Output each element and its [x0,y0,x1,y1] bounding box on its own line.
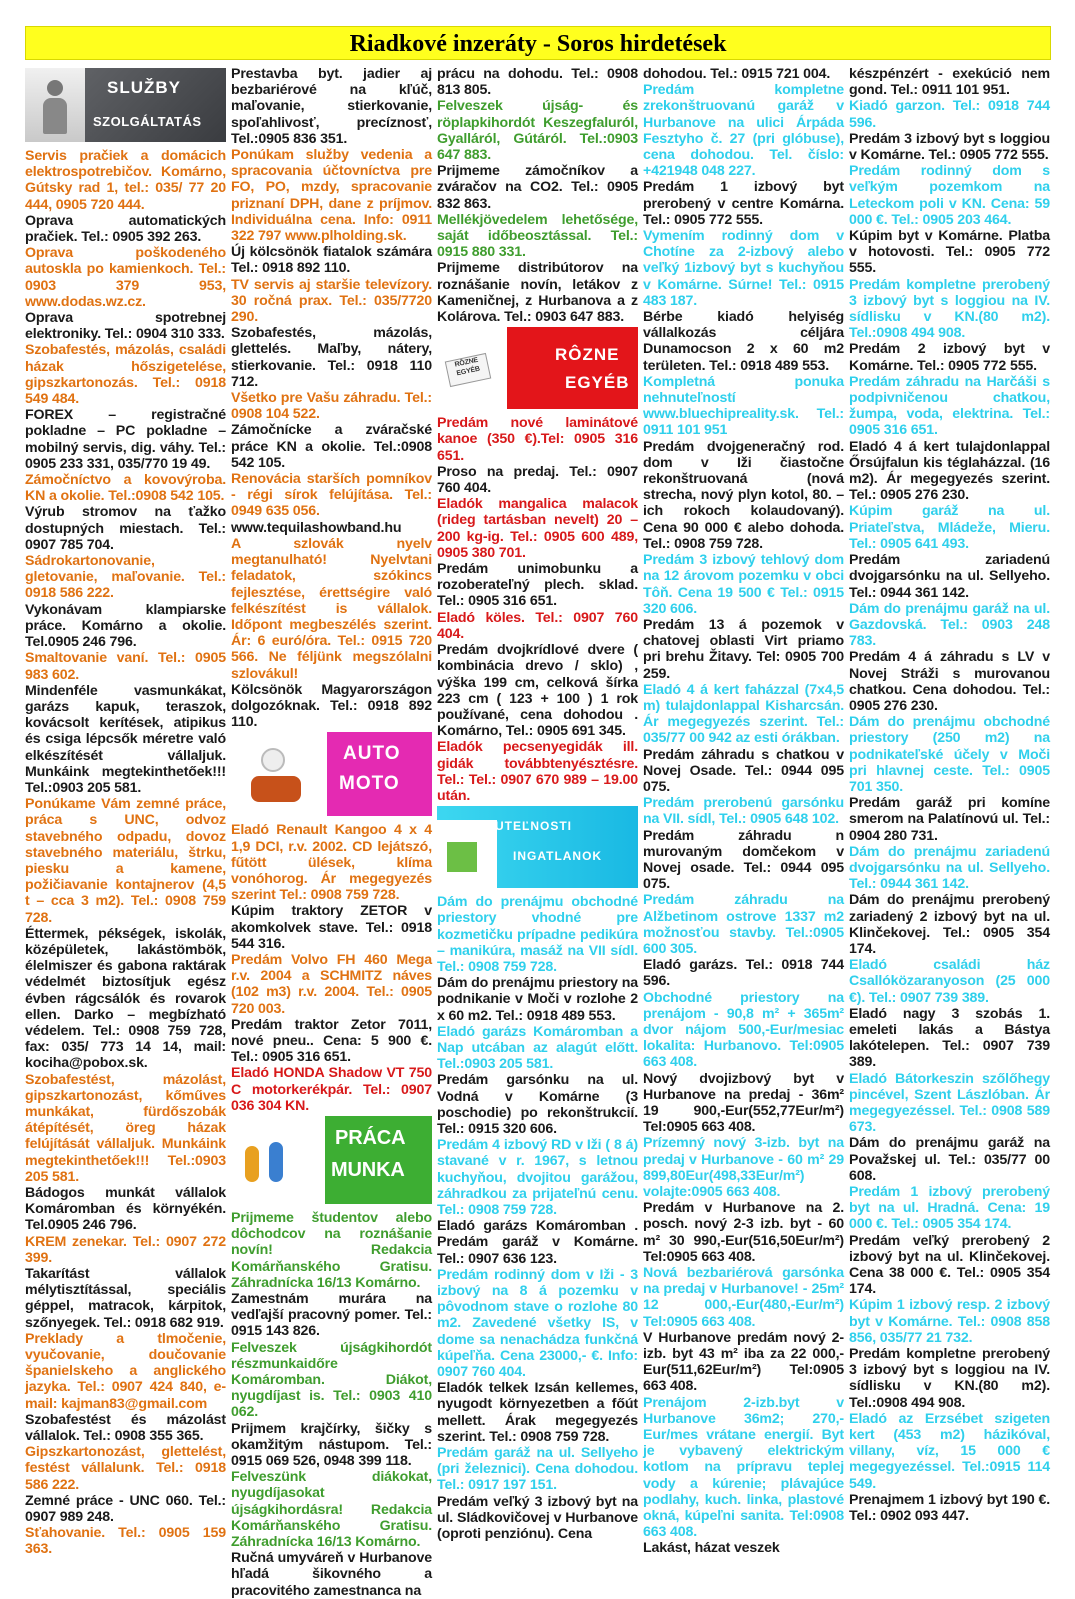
classified-ad: Eladó 4 á kert faházzal (7x4,5 m) tulajdonlappal Kisharcsán. Ár megegyezés szerint. Tel.: 035/77 00 942 az esti órákban. [643,681,844,747]
classified-ad: Prenájom 2-izb.byt v Hurbanove 36m2; 270,-Eur/mes vrátane energií. Byt je vybavený elektrickým kotlom na prípravu teplej vody a kúrenie; plávajúce podlahy, kuch. linka, plastové okná, kúpeľni sanita. Tel:0908 663 408. [643,1394,844,1541]
section-banner-sluzby [25,68,226,142]
section-title: SLUŽBY [107,78,181,97]
classified-ad: Predám záhradu na Alžbetinom ostrove 1337 m2 možnosťou stavby. Tel.:0905 600 305. [643,892,844,957]
classified-ad: Szobafestést és mázolást vállalok. Tel.: 0908 355 365. [25,1411,226,1445]
classified-ad: Eladó családi ház Csallóközaranyoson (25 000 €). Tel.: 0907 739 389. [849,957,1050,1006]
classified-ad: Zamestnám murára na vedľajší pracovný pomer. Tel.: 0915 143 826. [231,1291,432,1340]
classified-ad: Predám zariadenú dvojgarsónku na ul. Sellyeho. Tel.: 0944 361 142. [849,552,1050,601]
classified-ad: Dám do prenájmu obchodné priestory (250 m2) na podnikateľské účely v Moči pri hlavnej ceste. Tel.: 0905 701 350. [849,714,1050,795]
sign-label: RÔZNE EGYÉB [445,353,491,387]
classified-ad: Felveszünk diákokat, nyugdíjasokat újságkihordásra! Redakcia Komárňanského Gratisu. Záhradnícka 16/13 Komárno. [231,1469,432,1551]
section-title: NEHNUTEĽNOSTI [457,819,572,834]
ad-list [437,66,638,325]
ad-list [849,66,1050,1524]
section-subtitle: EGYÉB [565,373,630,393]
classified-ad: Predám záhradu na Harčáši s podpivničenou chatkou, žumpa, voda, elektrina. Tel.: 0905 316 651. [849,373,1050,439]
classified-ad: Zámočnícke a zváračské práce KN a okolie. Tel.:0908 542 105. [231,422,432,471]
ad-list [25,148,226,1558]
classified-ad: prácu na dohodu. Tel.: 0908 813 805. [437,66,638,99]
classified-ad: Eladó köles. Tel.: 0907 760 404. [437,609,638,642]
classified-ad: Dám do prenájmu prerobený zariadený 2 izbový byt na ul. Klinčekovej. Tel.: 0905 354 174. [849,892,1050,957]
classified-ad: Mindenféle vasmunkákat, garázs kapuk, teraszok, kovácsolt kerítések, atipikus és csiga lépcsők méretre való elkészítését vállaljuk. Munkáink megtekinthetőek!!! Tel.:0903 205 581. [25,682,226,796]
classified-ad: Vykonávam klampiarske práce. Komárno a okolie. Tel.0905 246 796. [25,601,226,651]
section-title: AUTO [343,743,401,765]
classified-ad: Felveszek újság- és röplapkihordót Keszegfaluról, Gyalláról, Gútáról. Tel.:0903 647 883. [437,98,638,164]
classified-ad: Bérbe kiadó helyiség vállalkozás céljára Dunamocson 2 x 60 m2 területen. Tel.: 0918 489 553. [643,309,844,374]
classified-ad: Predám 13 á pozemok v chatovej oblasti Virt priamo pri brehu Žitavy. Tel: 0905 700 259. [643,616,844,682]
classified-ad: Eladó az Erzsébet szigeten kert (453 m2) házikóval, villany, víz, 15 000 € megegyezéssel. Tel.:0915 114 549. [849,1410,1050,1492]
ad-list [437,894,638,1542]
classified-ad: Servis pračiek a domácich elektrospotrebičov. Komárno, Gútsky rad 1, tel.: 035/ 77 20 444, 0905 720 444. [25,148,226,213]
classified-ad: Ponúkam služby vedenia a spracovania účtovníctva pre FO, PO, mzdy, spracovanie priznaní DPH, dane z príjmov. Individuálna cena. Info: 0911 322 797 www.plholding.sk. [231,147,432,245]
section-subtitle: SZOLGÁLTATÁS [93,114,202,129]
classified-ad: Zámočníctvo a kovovýroba. KN a okolie. Tel.:0908 542 105. [25,472,226,505]
classified-ad: Predám dvojgeneračný rod. dom v Iži čiastočne rekonštruovaná (nová strecha, nový plyn kotol, 80. –ich rokoch kolaudovaný). Cena 90 000 € alebo dohoda. Tel.: 0908 759 728. [643,438,844,552]
classified-ad: Felveszek újságkihordót részmunkaidőre Komáromban. Diákot, nyugdíjast is. Tel.: 0903 410 062. [231,1339,432,1421]
section-title: PRÁCA [335,1126,406,1149]
classified-ad: FOREX – registračné pokladne – PC pokladne – mobilný servis, dig. váhy. Tel.: 0905 233 331, 035/770 19 49. [25,407,226,472]
classified-ad: Predám veľký prerobený 2 izbový byt na ul. Klinčekovej. Cena 38 000 €. Tel.: 0905 354 174. [849,1232,1050,1298]
classified-ad: Predám garáž na ul. Sellyeho (pri železnici). Cena dohodou. Tel.: 0917 197 151. [437,1445,638,1494]
classified-ad: Prestavba byt. jadier aj bezbariérové na kľúč, maľovanie, stierkovanie, spoľahlivosť, precíznosť, Tel.:0905 836 351. [231,66,432,147]
classified-ad: Smaltovanie vaní. Tel.: 0905 983 602. [25,650,226,683]
column-4 [643,66,844,1557]
classified-ad: Predám traktor Zetor 7011, nové pneu.. Cena: 5 900 €. Tel.: 0905 316 651. [231,1016,432,1066]
classified-ad: Eladó Renault Kangoo 4 x 4 1,9 DCI, r.v. 2002. CD lejátszó, fűtött ülések, klíma vonóhorog. Ár megegyezés szerint Tel.: 0908 759 728. [231,822,432,904]
column-3 [437,66,638,1543]
classified-ad: Prenajmem 1 izbový byt 190 €. Tel.: 0902 093 447. [849,1491,1050,1525]
classified-ad: Predám 1 izbový byt prerobený v centre Komárna. Tel.: 0905 772 555. [643,179,844,228]
classified-ad: Szobafestés, mázolás, glettelés. Maľby, nátery, stierkovanie. Tel.: 0918 110 712. [231,325,432,390]
classified-ad: Eladó HONDA Shadow VT 750 C motorkerékpár. Tel.: 0907 036 304 KN. [231,1065,432,1114]
classified-ad: dohodou. Tel.: 0915 721 004. [643,66,831,82]
classified-ad: Kúpim 1 izbový resp. 2 izbový byt v Komárne. Tel.: 0908 858 856, 035/77 21 732. [849,1297,1050,1346]
classified-ad: Kúpim byt v Komárne. Platba v hotovosti. Tel.: 0905 772 555. [849,228,1050,277]
classified-ad: Új kölcsönök fiatalok számára Tel.: 0918 892 110. [231,244,432,277]
classified-ad: Predám 4 izbový RD v Iži ( 8 á) stavané v r. 1967, s letnou kuchyňou, dvojitou garážou, záhradkou za prijateľnú cenu. Tel.: 0908 759 728. [437,1137,638,1218]
classified-ad: Oprava automatických pračiek. Tel.: 0905 392 263. [25,212,226,246]
classified-ad: Predám záhradu n murovaným domčekom v Novej osade. Tel.: 0944 095 075. [643,827,844,893]
classified-ad: Eladó garázs. Tel.: 0918 744 596. [643,957,844,990]
classified-ad: Kiadó garzon. Tel.: 0918 744 596. [849,98,1050,131]
classified-ad: Predám 3 izbový tehlový dom na 12 árovom pozemku v obci Tôň. Cena 19 500 € Tel.: 0915 320 606. [643,552,844,617]
section-subtitle: INGATLANOK [513,849,603,864]
section-banner-nehnutelnosti [437,806,638,888]
classified-ad: Sťahovanie. Tel.: 0905 159 363. [25,1525,226,1558]
classified-ad: Predám nové laminátové kanoe (350 €).Tel: 0905 316 651. [437,415,638,464]
classified-ad: Kölcsönök Magyarországon dolgozóknak. Tel.: 0918 892 110. [231,681,432,731]
classified-ad: Prijmeme študentov alebo dôchodcov na roznášanie novín! Redakcia Komárňanského Gratisu. Záhradnícka 16/13 Komárno. [231,1209,432,1291]
workers-icon [231,1116,325,1204]
classified-ad: készpénzért - exekúció nem gond. Tel.: 0911 101 951. [849,66,1050,99]
classified-ad: Predám prerobenú garsónku na VII. sídl, Tel.: 0905 648 102. [643,795,844,828]
classified-ad: Mellékjövedelem lehetősége, saját időbeosztással. Tel.: 0915 880 331. [437,211,638,261]
classified-ad: Eladó nagy 3 szobás 1. emeleti lakás a Bástya lakótelepen. Tel.: 0907 739 389. [849,1005,1050,1071]
ad-list [231,66,432,730]
ad-list [231,822,432,1114]
ad-list [643,66,844,1557]
classified-ad: Gipszkartonozást, glettelést, festést vállalunk. Tel.: 0918 586 222. [25,1444,226,1493]
classified-ad: Predám rodinný dom s veľkým pozemkom na Leteckom poli v KN. Cena: 59 000 €. Tel.: 0905 203 464. [849,163,1050,228]
classified-ad: Prijmeme zámočníkov a zváračov na CO2. Tel.: 0905 832 863. [437,163,638,212]
classified-ad: Eladók pecsenyegidák ill. gidák továbbtenyésztésre. Tel.: Tel.: 0907 670 989 – 19.00 után. [437,739,638,804]
classified-ad: Predám kompletne prerobený 3 izbový byt s loggiou na IV. sídlisku v KN.(80 m2). Tel.:0908 494 908. [849,1346,1050,1411]
classified-ad: A szlovák nyelv megtanulható! Nyelvtani feladatok, szókincs fejlesztése, érettségire való felkészítést is vállalok. Időpont megbeszélés szerint. Ár: 6 euró/óra. Tel.: 0915 720 566. Ne féljünk megszólalni szlovákul! [231,535,432,682]
classified-ad: Ručná umyváreň v Hurbanove hľadá šikovného a pracovitého zamestnanca na [231,1550,432,1599]
column-1 [25,66,226,1558]
ad-list [437,415,638,804]
classified-ad: Kúpim garáž na ul. Priateľstva, Mládeže, Mieru. Tel.: 0905 641 493. [849,503,1050,552]
classified-ad: Kompletná ponuka nehnuteľností www.bluechipreality.sk. Tel.: 0911 101 951 [643,373,844,439]
classified-ad: Renovácia starších pomníkov - régi sírok felújítása. Tel.: 0949 635 056. [231,471,432,520]
classified-ad: Eladó 4 á kert tulajdonlappal Őrsújfalun kis téglaházzal. (16 m2). Ár megegyezés szerint. Tel.: 0905 276 230. [849,438,1050,504]
column-2 [231,66,432,1599]
classifieds-columns [25,66,1051,1599]
classified-ad: Predám v Hurbanove na 2. posch. nový 2-3 izb. byt - 60 m² 30 990,-Eur(516,50Eur/m²) Tel:0905 663 408. [643,1200,844,1265]
classified-ad: Nový dvojizbový byt v Hurbanove na predaj - 36m² 19 900,-Eur(552,77Eur/m²) Tel:0905 663 408. [643,1070,844,1136]
classified-ad: Obchodné priestory na prenájom - 90,8 m² + 365m² dvor nájom 500,-Eur/mesiac lokalita: Hurbanovo. Tel:0905 663 408. [643,989,844,1071]
classified-ad: Dám do prenájmu garáž na ul. Gazdovská. Tel.: 0903 248 783. [849,600,1050,650]
classified-ad: Predám dvojkrídlové dvere ( kombinácia drevo / sklo) , výška 199 cm, celková šírka 223 cm ( 123 + 100 ) 1 rok používané, cena dohodou . Komárno, Tel.: 0905 691 345. [437,642,638,740]
classified-ad: Predám unimobunku a rozoberateľný plech. sklad. Tel.: 0905 316 651. [437,561,638,610]
classified-ad: Predám 1 izbový prerobený byt na ul. Hradná. Cena: 19 000 €. Tel.: 0905 354 174. [849,1184,1050,1233]
section-banner-auto [231,732,432,816]
classified-ad: Predám veľký 3 izbový byt na ul. Sládkovičovej v Hurbanove (oproti penziónu). Cena [437,1493,638,1543]
classified-ad: Eladó garázs Komáromban . Predám garáž v Komárne. Tel.: 0907 636 123. [437,1218,638,1267]
classified-ad: Bádogos munkát vállalok Komáromban és környékén. Tel.0905 246 796. [25,1185,226,1234]
sign-icon [437,327,507,409]
classified-ad: Predám kompletne prerobený 3 izbový byt s loggiou na IV. sídlisku v KN.(80 m2). Tel.:0908 494 908. [849,276,1050,342]
ad-list [231,1210,432,1599]
classified-ad: Prízemný nový 3-izb. byt na predaj v Hurbanove - 60 m² 29 899,80Eur(498,33Eur/m²) volajte:0905 663 408. [643,1135,844,1201]
classified-ad: Preklady a tlmočenie, vyučovanie, doučovanie španielskeho a anglického jazyka. Tel.: 0907 424 840, e-mail: kajman83@gmail.com [25,1330,226,1412]
classified-ad: Eladók telkek Izsán kellemes, nyugodt környezetben a főút mellett. Árak megegyezés szerint. Tel.: 0908 759 728. [437,1380,638,1445]
classified-ad: Lakást, házat veszek [643,1540,780,1557]
classified-ad: www.tequilashowband.hu [231,519,402,536]
classified-ad: Szobafestést, mázolást, gipszkartonozást, kőműves munkákat, fürdőszobák átépítését, öreg házak felújítását vállaljuk. Munkáink megtekinthetőek!!! Tel.:0903 205 581. [25,1071,226,1185]
classified-ad: Oprava poškodeného autoskla po kamienkoch. Tel.: 0903 379 953, www.dodas.wz.cz. [25,245,226,310]
classified-ad: Všetko pre Vašu záhradu. Tel.: 0908 104 522. [231,390,432,423]
classified-ad: Eladó garázs Komáromban a Nap utcában az alagút előtt. Tel.:0903 205 581. [437,1023,638,1073]
classified-ad: V Hurbanove predám nový 2-izb. byt 43 m² iba za 22 000,-Eur(511,62Eur/m²) Tel:0905 663 408. [643,1329,844,1395]
classified-ad: Predám kompletne zrekonštruovanú garáž v Hurbanove na ulici Árpáda Fesztyho č. 27 (pri glóbuse), cena dohodou. Tel. číslo: +421948 048 227. [643,82,844,180]
section-banner-rozne [437,327,638,409]
classified-ad: Proso na predaj. Tel.: 0907 760 404. [437,463,638,497]
classified-ad: Predám 2 izbový byt v Komárne. Tel.: 0905 772 555. [849,341,1050,374]
classified-ad: Prijmeme distribútorov na roznášanie novín, letákov z Kameničnej, z Hurbanova a z Kolárova. Tel.: 0903 647 883. [437,260,638,326]
classified-ad: Predám záhradu s chatkou v Novej Osade. Tel.: 0944 095 075. [643,746,844,795]
classified-ad: Nová bezbariérová garsónka na predaj v Hurbanove! - 25m² 12 000,-Eur(480,-Eur/m²) Tel:0905 663 408. [643,1265,844,1330]
section-title: RÔZNE [555,345,620,365]
person-phone-icon [25,68,85,142]
classified-ad: Predám 3 izbový byt s loggiou v Komárne. Tel.: 0905 772 555. [849,130,1050,164]
classified-ad: Predám garsónku na ul. Vodná v Komárne (3 poschodie) po rekonštrukcií. Tel.: 0915 320 606. [437,1072,638,1137]
section-subtitle: MOTO [339,773,400,795]
classified-ad: Éttermek, pékségek, iskolák, középületek, lakástömbök, élelmiszer és gabona raktárak védelmét biztosítjuk egész évben rágcsálók és rovarok ellen. Darko – megbízható védelem. Tel.: 0908 759 728, fax: 035/ 773 14 14, mail: kociha@pobox.sk. [25,925,226,1072]
classified-ad: Predám Volvo FH 460 Mega r.v. 2004 a SCHMITZ náves (102 m3) r.v. 2004. Tel.: 0905 720 003. [231,951,432,1017]
classified-ad: Eladók mangalica malacok (rideg tartásban nevelt) 20 – 200 kg-ig. Tel.: 0905 600 489, 0905 380 701. [437,496,638,561]
classified-ad: Dám do prenájmu priestory na podnikanie v Moči v rozlohe 2 x 60 m2. Tel.: 0918 489 553. [437,975,638,1024]
classified-ad: Sádrokartonovanie, gletovanie, maľovanie. Tel.: 0918 586 222. [25,553,226,602]
tractor-figure-icon [231,732,327,816]
classified-ad: Dám do prenájmu obchodné priestory vhodné pre kozmetičku prípadne pedikúra – manikúra, masáž na VII sídl. Tel.: 0908 759 728. [437,894,638,975]
classified-ad: Szobafestés, mázolás, családi házak hőszigetelése, gipszkartonozás. Tel.: 0918 549 484. [25,342,226,408]
classified-ad: Zemné práce - UNC 060. Tel.: 0907 989 248. [25,1492,226,1526]
classified-ad: TV servis aj staršie televízory. 30 ročná prax. Tel.: 035/7720 290. [231,276,432,326]
classified-ad: Dám do prenájmu zariadenú dvojgarsónku na ul. Sellyeho. Tel.: 0944 361 142. [849,843,1050,893]
classified-ad: Predám rodinný dom v Iži - 3 izbový na 8 á pozemku v pôvodnom stave o rozlohe 80 m2. Zavedené všetky IS, v dome sa nenachádza funkčná kúpeľňa. Cena 23000,- €. Info: 0907 760 404. [437,1266,638,1381]
classified-ad: Výrub stromov na ťažko dostupných miestach. Tel.: 0907 785 704. [25,504,226,553]
section-subtitle: MUNKA [331,1158,405,1181]
classified-ad: KREM zenekar. Tel.: 0907 272 399. [25,1233,226,1266]
section-banner-praca [231,1116,432,1204]
column-5 [849,66,1050,1525]
classified-ad: Prijmem krajčírky, šičky s okamžitým nástupom. Tel.: 0915 069 526, 0948 399 118. [231,1420,432,1470]
classified-ad: Dám do prenájmu garáž na Považskej ul. Tel.: 035/77 00 608. [849,1135,1050,1184]
classified-ad: Kúpim traktory ZETOR v akomkolvek stave. Tel.: 0918 544 316. [231,903,432,952]
classified-ad: Eladó Bátorkeszin szőlőhegy pincével, Szent Lászlóban. Ár megegyezéssel. Tel.: 0908 589 673. [849,1070,1050,1136]
page-title: Riadkové inzeráty - Soros hirdetések [25,26,1051,60]
classified-ad: Takarítást vállalok mélytisztítással, speciális géppel, matracok, kárpitok, szőnyegek. Tel.: 0918 682 919. [25,1266,226,1331]
classified-ad: Vymením rodinný dom v Chotíne za 2-izbový alebo veľký 1izbový byt s kuchyňou v Komárne. Súrne! Tel.: 0915 483 187. [643,228,844,309]
classified-ad: Predám 4 á záhradu s LV v Novej Stráži s murovanou chatkou. Cena dohodou. Tel.: 0905 276 230. [849,649,1050,714]
classified-ad: Predám garáž pri komíne smerom na Palatínovú ul. Tel.: 0904 280 731. [849,795,1050,844]
classified-ad: Ponúkame Vám zemné práce, práca s UNC, odvoz stavebného odpadu, dovoz stavebného materiálu, štrku, piesku a kamene, požičiavanie kontajnerov (4,5 t – cca 3 m2). Tel.: 0908 759 728. [25,796,226,926]
classified-ad: Oprava spotrebnej elektroniky. Tel.: 0904 310 333. [25,310,226,343]
